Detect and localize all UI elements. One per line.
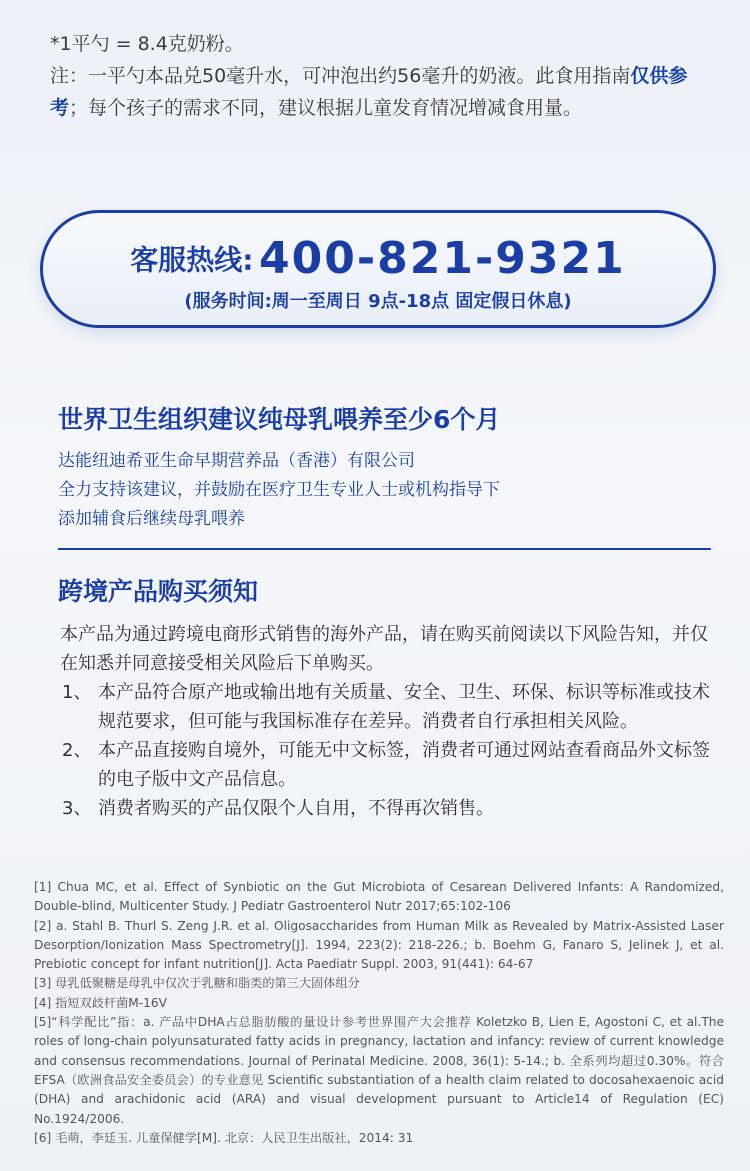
hotline-hours: (服务时间:周一至周日 9点-18点 固定假日休息)	[184, 291, 572, 312]
who-line: 添加辅食后继续母乳喂养	[58, 509, 245, 529]
notice-item-number: 2、	[62, 740, 92, 761]
crossborder-notice	[60, 620, 712, 823]
feeding-guide-text-1: 注：一平勺本品兑50毫升水，可冲泡出约56毫升的奶液。此食用指南	[50, 65, 631, 87]
notice-item-text: 本产品符合原产地或输出地有关质量、安全、卫生、环保、标识等标准或技术规范要求，但可能与我国标准存在差异。消费者自行承担相关风险。	[98, 682, 710, 732]
notice-item	[60, 794, 712, 823]
reference-item: [4] 指短双歧杆菌M-16V	[34, 995, 168, 1010]
notice-item-number: 3、	[62, 798, 92, 819]
who-heading: 世界卫生组织建议纯母乳喂养至少6个月	[58, 405, 501, 434]
scoop-note: *1平勺 = 8.4克奶粉。	[50, 33, 244, 55]
notice-item	[60, 736, 712, 794]
hotline-banner	[40, 210, 716, 328]
hotline-main	[43, 233, 713, 284]
notice-item	[60, 678, 712, 736]
feeding-guide-note	[50, 60, 710, 124]
reference-item: [6] 毛萌，李廷玉. 儿童保健学[M]. 北京：人民卫生出版社，2014: 31	[34, 1130, 414, 1145]
section-divider	[58, 548, 711, 550]
reference-item: [2] a. Stahl B. Thurl S. Zeng J.R. et al. Oligosaccharides from Human Milk as Revealed by Matrix-Assisted Laser Desorption/Ionization Mass Spectrometry[J]. 1994, 223(2): 218-226.; b. Boehm G, Fanaro S, Jelinek J, et al. Prebiotic concept for infant nutrition[J]. Acta Paediatr Suppl. 2003, 91(441): 64-67	[34, 918, 724, 972]
hotline-label: 客服热线:	[130, 243, 254, 277]
hotline-number[interactable]: 400-821-9321	[259, 233, 626, 284]
references	[34, 878, 724, 1148]
reference-item: [3] 母乳低聚糖是母乳中仅次于乳糖和脂类的第三大固体组分	[34, 976, 360, 991]
who-line: 全力支持该建议，并鼓励在医疗卫生专业人士或机构指导下	[58, 480, 500, 500]
notice-intro: 本产品为通过跨境电商形式销售的海外产品，请在购买前阅读以下风险告知，并仅在知悉并同意接受相关风险后下单购买。	[60, 624, 708, 674]
notice-item-number: 1、	[62, 682, 92, 703]
notice-item-text: 本产品直接购自境外，可能无中文标签，消费者可通过网站查看商品外文标签的电子版中文产品信息。	[98, 740, 710, 790]
feeding-guide-text-2: ；每个孩子的需求不同，建议根据儿童发育情况增减食用量。	[69, 97, 583, 119]
notice-item-text: 消费者购买的产品仅限个人自用，不得再次销售。	[98, 798, 494, 819]
for-reference-only-emphasis: 仅供参考	[50, 65, 688, 119]
reference-item: [5]“科学配比”指：a. 产品中DHA占总脂肪酸的量设计参考世界围产大会推荐 Koletzko B, Lien E, Agostoni C, et al.The roles of long-chain polyunsaturated fatty acids in pregnancy, lactation and infancy: review of current knowledge and consensus recommendations. Journal of Perinatal Medicine. 2008, 36(1): 5-14.; b. 全系列均超过0.30%。符合EFSA（欧洲食品安全委员会）的专业意见 Scientific substantiation of a health claim related to docosahexaenoic acid (DHA) and arachidonic acid (ARA) and visual development pursuant to Article14 of Regulation (EC) No.1924/2006.	[34, 1015, 724, 1126]
reference-item: [1] Chua MC, et al. Effect of Synbiotic on the Gut Microbiota of Cesarean Delivered Infants: A Randomized, Double-blind, Multicenter Study. J Pediatr Gastroenterol Nutr 2017;65:102-106	[34, 880, 724, 914]
crossborder-heading: 跨境产品购买须知	[58, 577, 259, 606]
who-line: 达能纽迪希亚生命早期营养品（香港）有限公司	[58, 451, 415, 471]
